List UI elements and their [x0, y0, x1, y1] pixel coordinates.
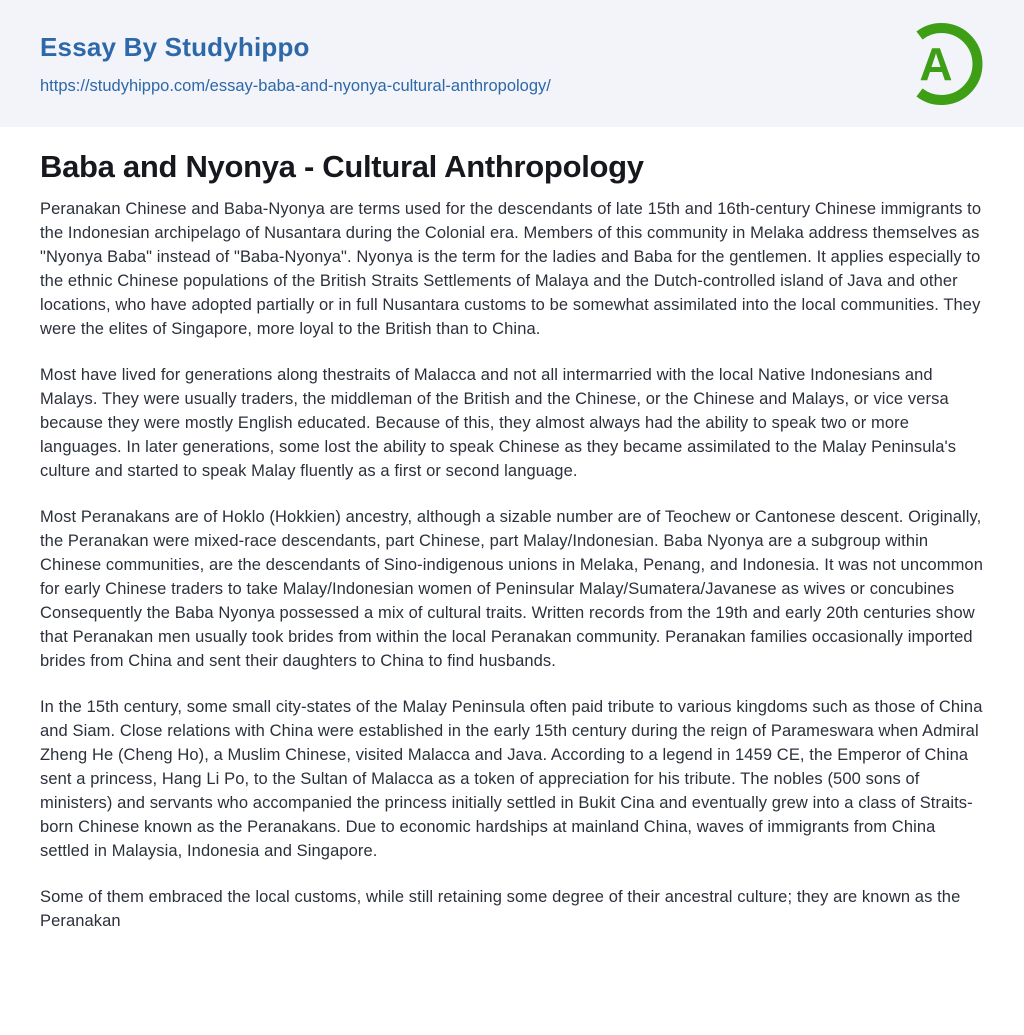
- site-title: Essay By Studyhippo: [40, 31, 310, 62]
- studyhippo-logo-icon: [902, 18, 984, 110]
- article-paragraph: Peranakan Chinese and Baba-Nyonya are terms used for the descendants of late 15th and 16th-century Chinese immigrants to the Indonesian archipelago of Nusantara during the Colonial era. Members of this community in Melaka address themselves as "Nyonya Baba" instead of "Baba-Nyonya". Nyonya is the term for the ladies and Baba for the gentlemen. It applies especially to the ethnic Chinese populations of the British Straits Settlements of Malaya and the Dutch-controlled island of Java and other locations, who have adopted partially or in full Nusantara customs to be somewhat assimilated into the local communities. They were the elites of Singapore, more loyal to the British than to China.: [40, 200, 982, 338]
- header-text-block: [40, 32, 551, 96]
- studyhippo-logo: [902, 18, 984, 110]
- article-paragraph: Most have lived for generations along thestraits of Malacca and not all intermarried with the local Native Indonesians and Malays. They were usually traders, the middleman of the British and the Chinese, or the Chinese and Malays, or vice versa because they were mostly English educated. Because of this, they almost always had the ability to speak two or more languages. In later generations, some lost the ability to speak Chinese as they became assimilated to the Malay Peninsula's culture and started to speak Malay fluently as a first or second language.: [40, 366, 957, 480]
- article-content: [0, 127, 1024, 933]
- article-paragraph: Some of them embraced the local customs, while still retaining some degree of their ancestral culture; they are known as the Peranakan: [40, 888, 961, 930]
- page-url-link[interactable]: https://studyhippo.com/essay-baba-and-nyonya-cultural-anthropology/: [40, 76, 551, 95]
- logo-letter: A: [919, 37, 953, 90]
- article-title: Baba and Nyonya - Cultural Anthropology: [40, 149, 644, 184]
- article-body: [40, 197, 984, 933]
- article-paragraph: In the 15th century, some small city-states of the Malay Peninsula often paid tribute to various kingdoms such as those of China and Siam. Close relations with China were established in the early 15th century during the reign of Parameswara when Admiral Zheng He (Cheng Ho), a Muslim Chinese, visited Malacca and Java. According to a legend in 1459 CE, the Emperor of China sent a princess, Hang Li Po, to the Sultan of Malacca as a token of appreciation for his tribute. The nobles (500 sons of ministers) and servants who accompanied the princess initially settled in Bukit Cina and eventually grew into a class of Straits-born Chinese known as the Peranakans. Due to economic hardships at mainland China, waves of immigrants from China settled in Malaysia, Indonesia and Singapore.: [40, 698, 983, 860]
- page-header: [0, 0, 1024, 127]
- article-paragraph: Most Peranakans are of Hoklo (Hokkien) ancestry, although a sizable number are of Teochew or Cantonese descent. Originally, the Peranakan were mixed-race descendants, part Chinese, part Malay/Indonesian. Baba Nyonya are a subgroup within Chinese communities, are the descendants of Sino-indigenous unions in Melaka, Penang, and Indonesia. It was not uncommon for early Chinese traders to take Malay/Indonesian women of Peninsular Malay/Sumatera/Javanese as wives or concubines Consequently the Baba Nyonya possessed a mix of cultural traits. Written records from the 19th and early 20th centuries show that Peranakan men usually took brides from within the local Peranakan community. Peranakan families occasionally imported brides from China and sent their daughters to China to find husbands.: [40, 508, 983, 670]
